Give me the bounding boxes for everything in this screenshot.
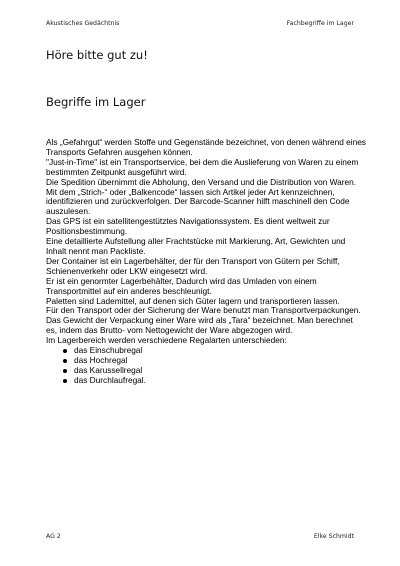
page-heading: Höre bitte gut zu! bbox=[46, 48, 148, 62]
bullet-icon bbox=[63, 359, 67, 363]
bullet-icon bbox=[63, 379, 67, 383]
paragraph-container: Der Container ist ein Lagerbehälter, der für den Transport von Gütern per Schiff, Schienenverkehr oder LKW eingesetzt wird. bbox=[46, 255, 340, 276]
header-left-text: Akustisches Gedächtnis bbox=[46, 20, 120, 27]
list-item-label: das Einschubregal bbox=[74, 345, 143, 356]
paragraph-spedition: Die Spedition übernimmt die Abholung, den Versand und die Distribution von Waren. bbox=[46, 176, 357, 187]
paragraph-packliste: Eine detaillierte Aufstellung aller Frachtstücke mit Markierung, Art, Gewichten und Inhalt nennt man Packliste. bbox=[46, 236, 346, 256]
list-item bbox=[63, 376, 366, 386]
footer-left-text: AG 2 bbox=[46, 533, 61, 540]
header-right-text: Fachbegriffe im Lager bbox=[286, 20, 354, 27]
list-item-label: das Hochregal bbox=[74, 354, 128, 365]
paragraph-lagerbehaelter: Er ist ein genormter Lagerbehälter, Dadurch wird das Umladen von einem Transportmittel auf ein anderes beschleunigt. bbox=[46, 275, 317, 296]
paragraph-tara: Für den Transport oder der Sicherung der Ware benutzt man Transportverpackungen. Das Gewicht der Verpackung einer Ware wird als „Tara“ bezeichnet. Man berechnet es, indem das Brutto- vom Nettogewicht der Ware abgezogen wird. bbox=[46, 305, 361, 336]
bullet-icon bbox=[63, 369, 67, 373]
regal-list bbox=[46, 346, 366, 386]
bullet-icon bbox=[63, 349, 67, 353]
paragraph-gefahrgut: Als „Gefahrgut“ werden Stoffe und Gegenstände bezeichnet, von denen während eines Transports Gefahren ausgehen können. bbox=[46, 137, 366, 157]
paragraph-regalarten: Im Lagerbereich werden verschiedene Regalarten unterschieden: bbox=[46, 335, 287, 346]
paragraph-barcode: Mit dem „Strich-“ oder „Balkencode“ lassen sich Artikel jeder Art kennzeichnen, identifizieren und zurückverfolgen. Der Barcode-Scanner hilft maschinell den Code auszulesen. bbox=[46, 186, 350, 217]
section-heading: Begriffe im Lager bbox=[46, 95, 146, 109]
paragraph-just-in-time: "Just-in-Time" ist ein Transportservice, bei dem die Auslieferung von Waren zu einem bestimmten Zeitpunkt ausgeführt wird. bbox=[46, 156, 359, 177]
paragraph-paletten: Paletten sind Lademittel, auf denen sich Güter lagern und transportieren lassen. bbox=[46, 295, 340, 306]
paragraph-gps: Das GPS ist ein satellitengestütztes Navigationssystem. Es dient weltweit zur Positionsbestimmung. bbox=[46, 216, 330, 237]
list-item-label: das Durchlaufregal. bbox=[74, 374, 146, 385]
list-item-label: das Karussellregal bbox=[74, 364, 143, 375]
body-text bbox=[46, 138, 366, 386]
footer-right-text: Elke Schmidt bbox=[313, 533, 354, 540]
